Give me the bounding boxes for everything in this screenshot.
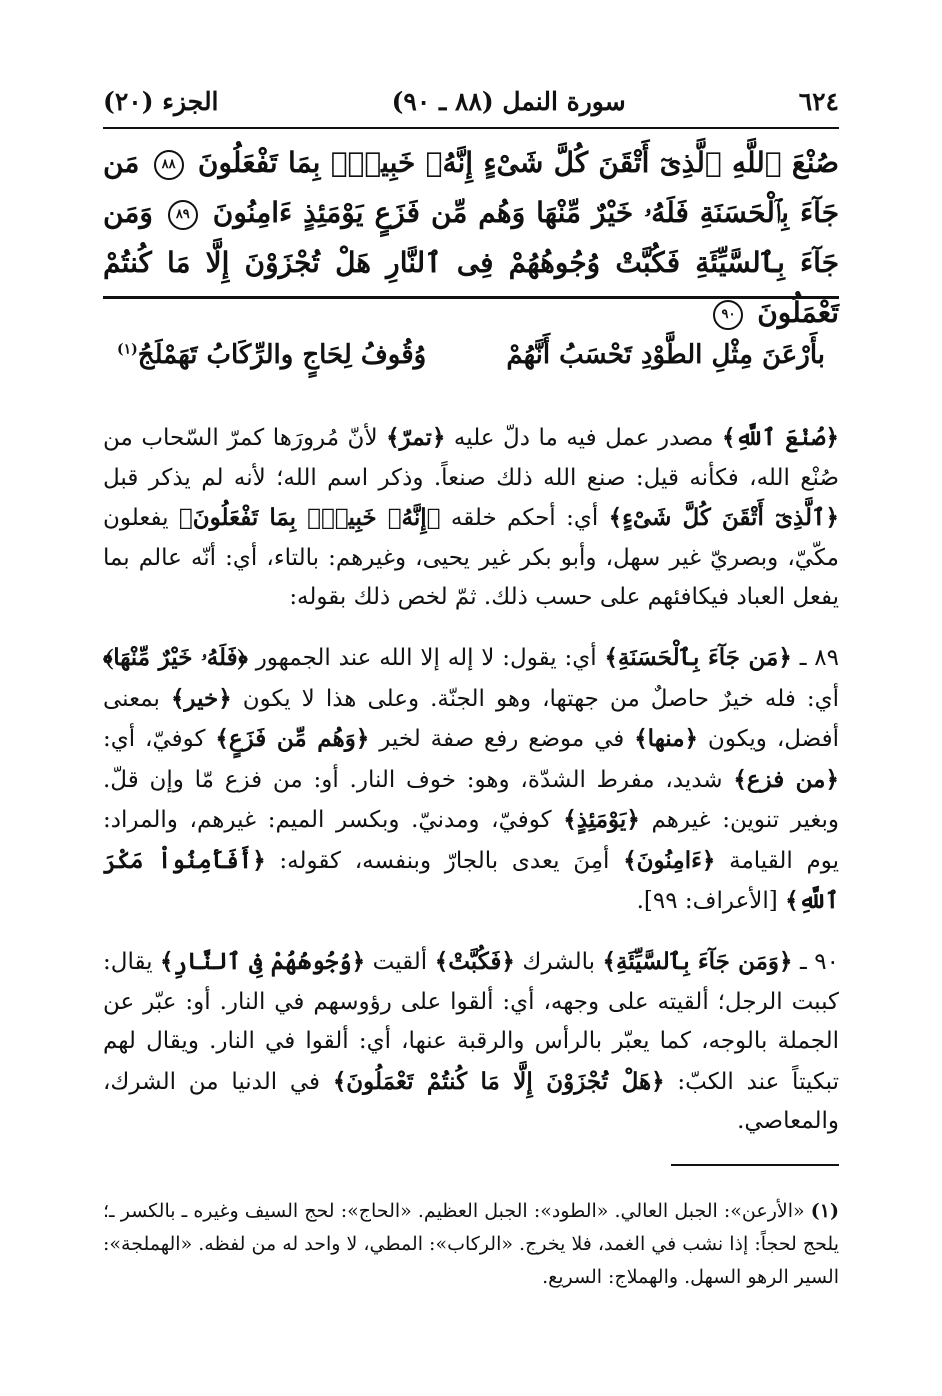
footnote-marker: (١) <box>810 1200 839 1222</box>
surah-title: سورة النمل (٨٨ ـ ٩٠) <box>391 86 626 116</box>
verse-89-text: مَن جَآءَ بِٱلْحَسَنَةِ فَلَهُۥ خَيْرٌ مِّنْهَا وَهُم مِّن فَزَعٍ يَوْمَئِذٍ ءَامِنُونَ <box>103 146 840 229</box>
verse-88-text: صُنْعَ ٱللَّهِ ٱلَّذِىٓ أَتْقَنَ كُلَّ شَىْءٍ إِنَّهُۥ خَبِيرٌۢ بِمَا تَفْعَلُونَ <box>197 146 840 179</box>
text-run: مصدر عمل فيه ما دلّ عليه <box>445 425 722 451</box>
text-run: يفعلون مكّيّ، وبصريّ غير سهل، وأبو بكر غير يحيى، وغيرهم: بالتاء، أي: أنّه عالم بما يفعل العباد فيكافئهم على حسب ذلك. ثمّ لخص ذلك بقوله: <box>103 505 839 610</box>
text-run: ﴿فَكُبَّتْ﴾ <box>434 948 515 975</box>
juz-label: الجزء (٢٠) <box>103 86 219 116</box>
verse-number-90: ٩٠ <box>713 300 743 330</box>
text-run: ﴿ءَامِنُونَ﴾ <box>623 846 716 874</box>
commentary-paragraph-89 <box>103 638 839 922</box>
poem-hemistich-first <box>506 340 825 390</box>
text-run: ﴿من فزع﴾ <box>733 765 839 793</box>
text-run: ﴿ٱلَّذِىٓ أَتْقَنَ كُلَّ شَىْءٍ﴾ <box>608 504 839 531</box>
footnote-ref: (١) <box>117 341 138 358</box>
text-run: ﴿وَهُم مِّن فَزَعٍ﴾ <box>215 725 370 752</box>
text-run: ﴿مَن جَآءَ بِٱلْحَسَنَةِ﴾ <box>604 644 792 671</box>
quran-divider <box>103 296 839 299</box>
text-run: ألقيت <box>365 949 435 975</box>
footnote <box>103 1195 839 1294</box>
text-run: ﴿صُنْعَ ٱللَّهِ﴾ <box>721 424 839 451</box>
text-run: ﴿يَوْمَئِذٍ﴾ <box>563 806 640 833</box>
commentary-paragraph-88 <box>103 418 839 618</box>
text-run: بمعنى أفضل، ويكون <box>103 685 839 752</box>
header-divider <box>103 127 839 129</box>
text-run: ﴿إِنَّهُۥ خَبِيرٌۢ بِمَا تَفْعَلُونَ﴾ <box>178 504 441 531</box>
text-run: ﴿خير﴾ <box>170 684 232 712</box>
text-run: ﴿وُجُوهُهُمْ فِى ٱلنَّارِ﴾ <box>160 948 366 975</box>
text-run: ﴿هَلْ تُجْزَوْنَ إِلَّا مَا كُنتُمْ تَعْمَلُونَ﴾ <box>332 1067 665 1095</box>
quran-verses <box>103 138 839 338</box>
text-run: ﴿أَفَأَمِنُواْ مَكْرَ ٱللَّهِ﴾ <box>103 846 839 914</box>
text-run: أمِنَ يعدى بالجارّ وبنفسه، كقوله: <box>265 847 624 874</box>
text-run: كوفيّ، ومدنيّ. وبكسر الميم: غيرهم، والمراد: يوم القيامة <box>103 807 840 874</box>
poetry-line <box>103 340 839 390</box>
text-run: ﴿تمرّ﴾ <box>386 424 446 451</box>
text-run: أي: فله خيرٌ حاصلٌ من جهتها، وهو الجنّة. وعلى هذا لا يكون <box>231 685 839 712</box>
page-number: ٦٢٤ <box>798 86 839 116</box>
text-run: ﴿فَلَهُۥ خَيْرٌ مِّنْهَا﴾ <box>103 644 248 671</box>
poem-hemistich-second <box>117 340 426 390</box>
text-run: لأنّ مُرورَها كمرّ السّحاب من صُنْع الله، فكأنه قيل: صنع الله ذلك صنعاً. وذكر اسم الله؛ لأنه لم يذكر قبل <box>103 425 839 491</box>
text-run: في موضع رفع صفة لخير <box>369 726 635 752</box>
text-run: [الأعراف: ٩٩]. <box>636 888 786 914</box>
text-run: ﴿منها﴾ <box>634 725 699 752</box>
footnote-divider <box>671 1164 839 1166</box>
text-run: بأَرْعَنَ مِثْلِ الطَّوْدِ تَحْسَبُ أَنَّهُمْ <box>506 340 825 370</box>
commentary-paragraph-90 <box>103 942 839 1142</box>
text-run: شديد، مفرط الشدّة، وهو: خوف النار. أو: من فزع مّا وإن قلّ. وبغير تنوين: غيرهم <box>103 766 839 833</box>
text-run: ﴿وَمَن جَآءَ بِٱلسَّيِّئَةِ﴾ <box>602 948 793 975</box>
footnote-text: «الأرعن»: الجبل العالي. «الطود»: الجبل العظيم. «الحاج»: لحج السيف وغيره ـ بالكسر ـ؛ يلحج لحجاً: إذا نشب في الغمد، فلا يخرج. «الركاب»: المطي، لا واحد له من لفظه. «الهملجة»: السير الرهو السهل. والهملاج: السريع. <box>103 1200 839 1288</box>
text-run: أي: يقول: لا إله إلا الله عند الجمهور <box>247 645 605 671</box>
verse-number-88: ٨٨ <box>154 150 184 180</box>
text-run: ٨٩ ـ <box>791 645 839 671</box>
text-run: كوفيّ، أي: <box>103 726 216 752</box>
text-run: وُقُوفُ لِحَاجٍ والرِّكَابُ تَهَمْلَجُ <box>137 340 427 370</box>
text-run: أي: أحكم خلقه <box>440 505 609 531</box>
text-run: بالشرك <box>514 949 603 975</box>
verse-number-89: ٨٩ <box>168 200 198 230</box>
text-run: يقال: كببت الرجل؛ ألقيته على وجهه، أي: ألقوا على رؤوسهم في النار. أو: عبّر عن الجملة بالوجه، كما يعبّر بالرأس والرقبة عنها، أي: ألقوا في النار. ويقال لهم تبكيتاً عند الكبّ: <box>103 949 839 1095</box>
verse-90-text: وَمَن جَآءَ بِٱلسَّيِّئَةِ فَكُبَّتْ وُجُوهُهُمْ فِى ٱلنَّارِ هَلْ تُجْزَوْنَ إِلَّا مَا كُنتُمْ تَعْمَلُونَ <box>103 196 839 329</box>
running-header <box>103 80 839 122</box>
text-run: ٩٠ ـ <box>792 949 839 975</box>
text-run: في الدنيا من الشرك، والمعاصي. <box>103 1068 839 1134</box>
